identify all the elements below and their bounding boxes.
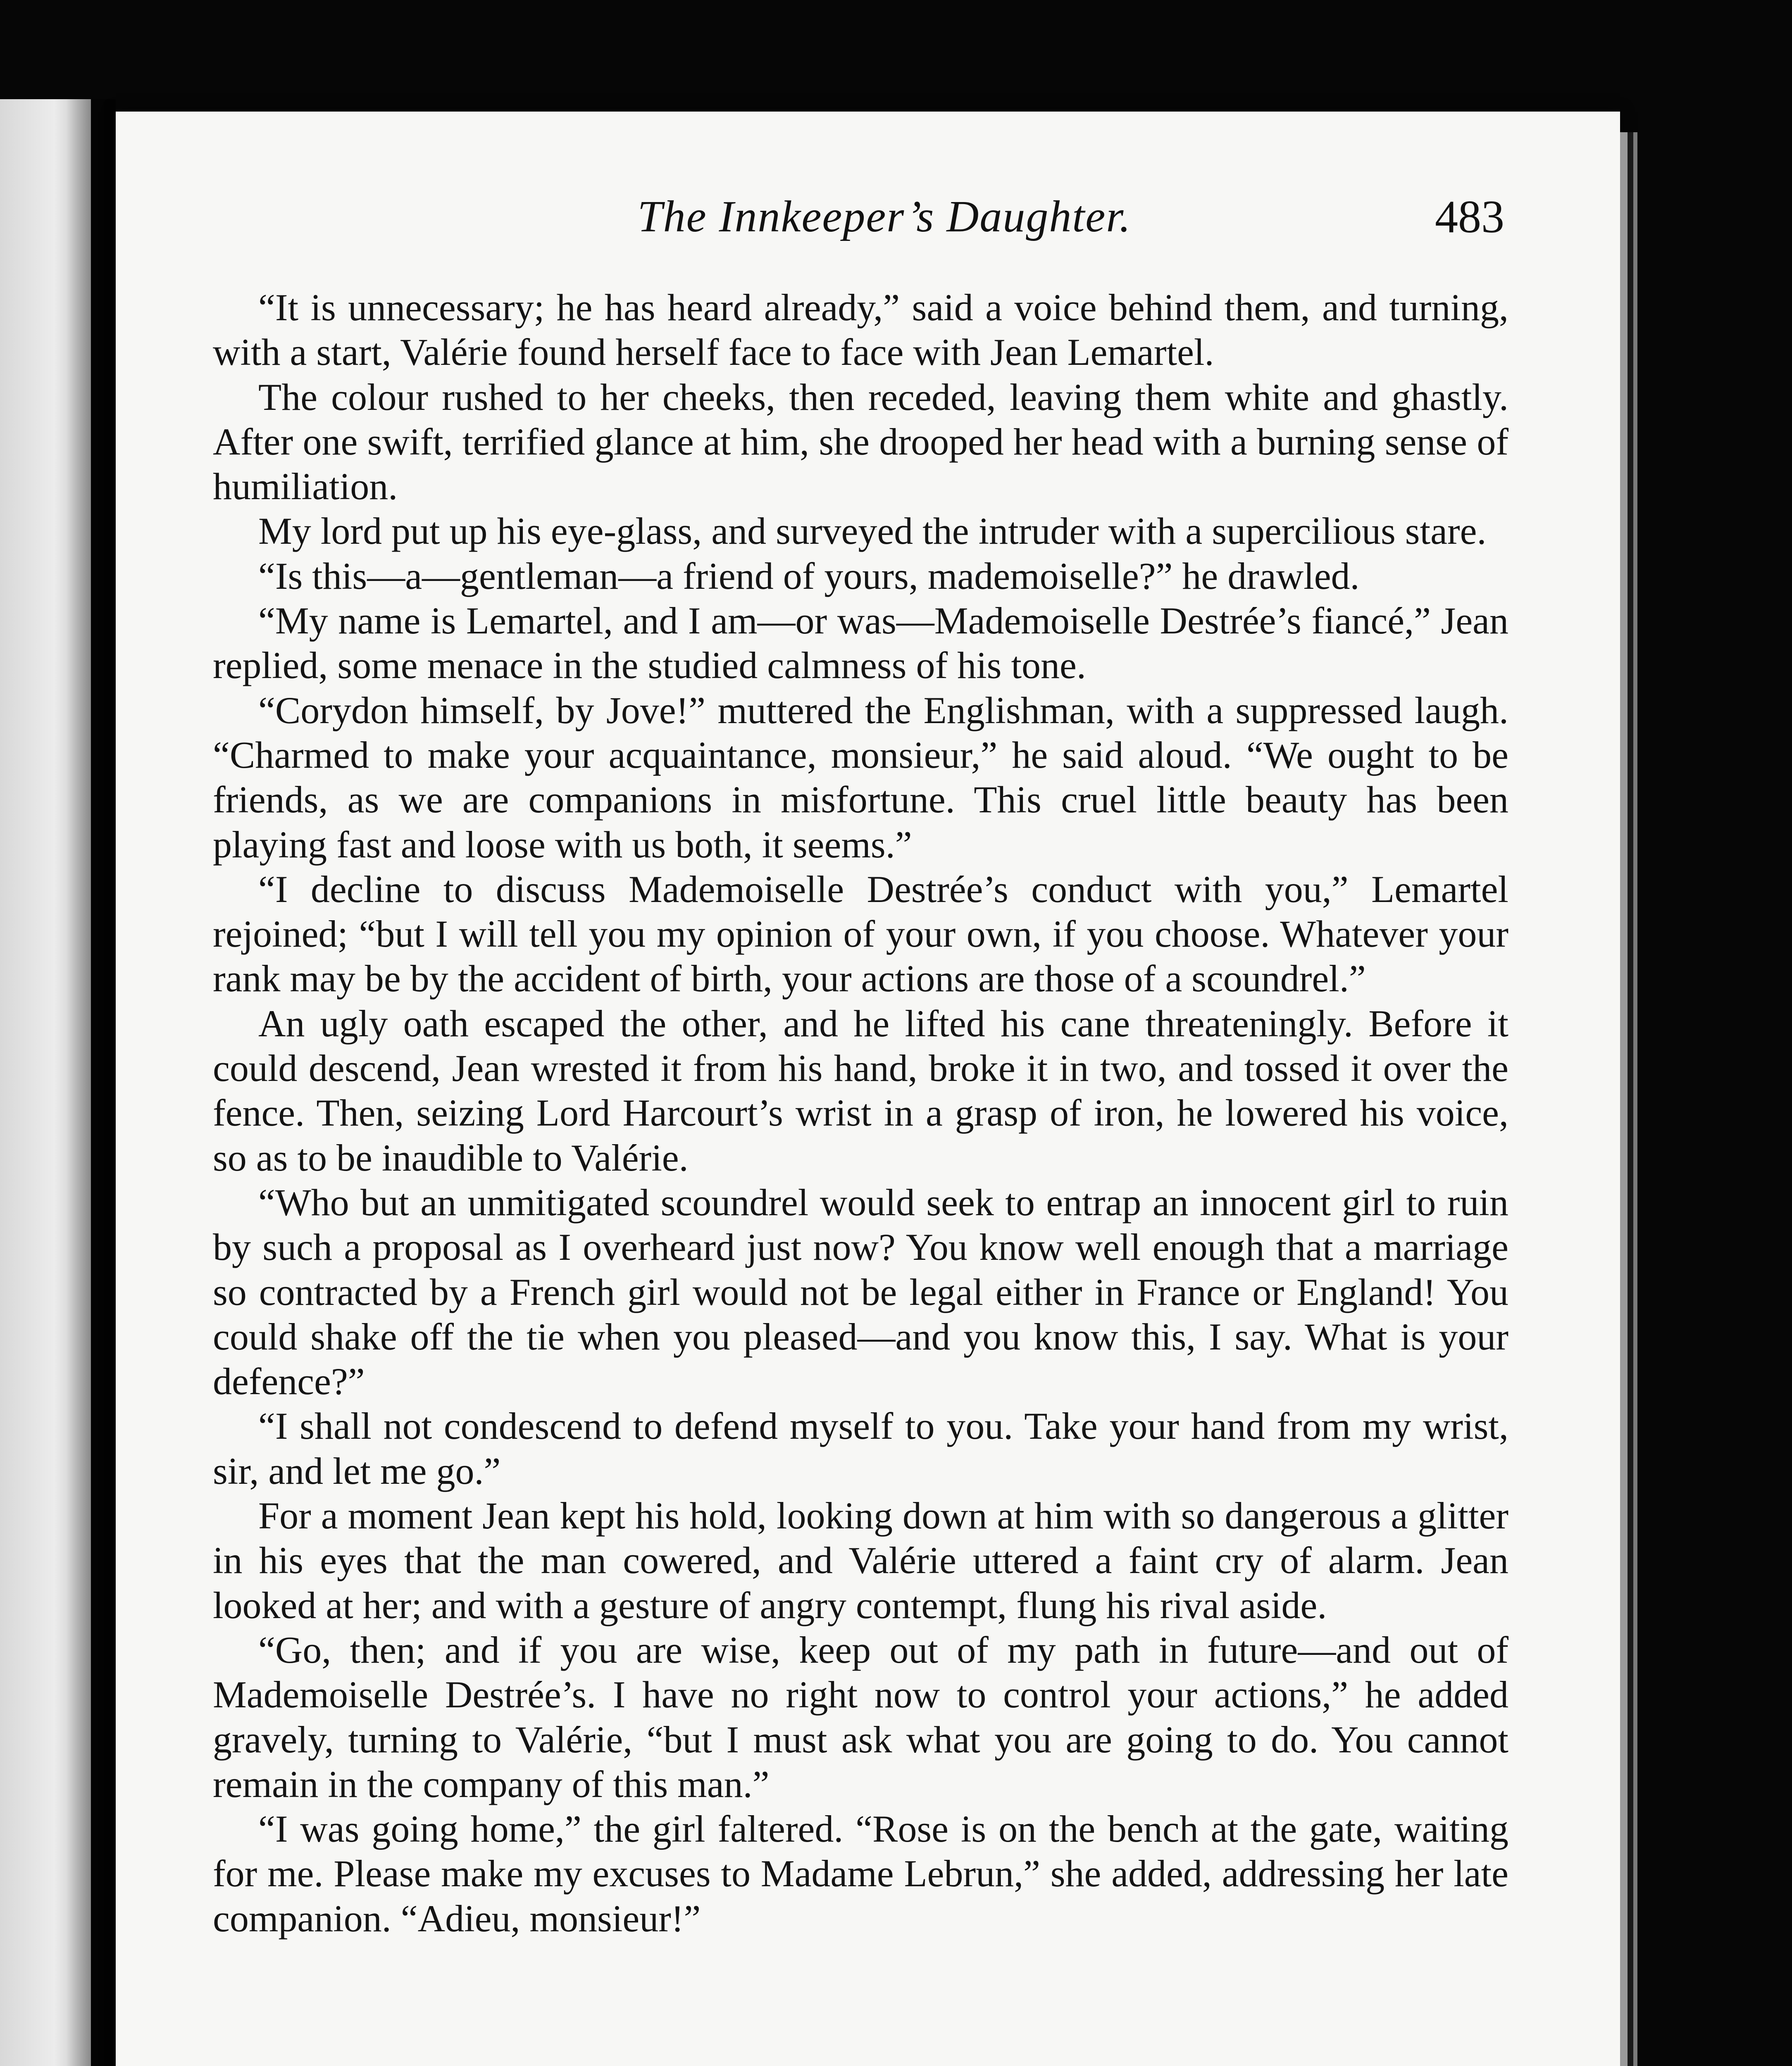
paragraph: “My name is Lemartel, and I am—or was—Mademoiselle Destrée’s fiancé,” Jean replied, some menace in the studied calmness of his tone. <box>213 600 1508 687</box>
spine-shadow <box>66 99 116 2066</box>
paragraph: “I shall not condescend to defend myself to you. Take your hand from my wrist, sir, and let me go.” <box>213 1405 1508 1492</box>
paragraph: “Corydon himself, by Jove!” muttered the Englishman, with a suppressed laugh. “Charmed to make your acquaintance, monsieur,” he said aloud. “We ought to be friends, as we are companions in misfortune. This cruel little beauty has been playing fast and loose with us both, it seems.” <box>213 689 1508 866</box>
running-head <box>116 184 1620 250</box>
page-stack-edge <box>1633 132 1637 2066</box>
running-title: The Innkeeper’s Daughter. <box>637 192 1132 241</box>
paragraph: “Go, then; and if you are wise, keep out of my path in future—and out of Mademoiselle Destrée’s. I have no right now to control your actions,” he added gravely, turning to Valérie, “but I must ask what you are going to do. You cannot remain in the company of this man.” <box>213 1628 1508 1805</box>
paragraph: The colour rushed to her cheeks, then receded, leaving them white and ghastly. After one swift, terrified glance at him, she drooped her head with a burning sense of humiliation. <box>213 376 1508 508</box>
paragraph: “Is this—a—gentleman—a friend of yours, mademoiselle?” he drawled. <box>258 555 1360 597</box>
paragraph: “Who but an unmitigated scoundrel would seek to entrap an innocent girl to ruin by such a proposal as I overheard just now? You know well enough that a marriage so contracted by a French girl would not be legal either in France or England! You could shake off the tie when you pleased—and you know this, I say. What is your defence?” <box>213 1181 1508 1403</box>
paragraph: My lord put up his eye-glass, and surveyed the intruder with a supercilious stare. <box>258 510 1487 552</box>
paragraph: “It is unnecessary; he has heard already,” said a voice behind them, and turning, with a start, Valérie found herself face to face with Jean Lemartel. <box>213 286 1508 374</box>
paragraph: “I was going home,” the girl faltered. “Rose is on the bench at the gate, waiting for me. Please make my excuses to Madame Lebrun,” she added, addressing her late companion. “Adieu, monsieur!” <box>213 1808 1508 1940</box>
page-stack-edge <box>1628 132 1633 2066</box>
body-text <box>213 285 1508 1941</box>
paragraph: An ugly oath escaped the other, and he lifted his cane threateningly. Before it could descend, Jean wrested it from his hand, broke it in two, and tossed it over the fence. Then, seizing Lord Harcourt’s wrist in a grasp of iron, he lowered his voice, so as to be inaudible to Valérie. <box>213 1002 1508 1179</box>
paragraph: “I decline to discuss Mademoiselle Destrée’s conduct with you,” Lemartel rejoined; “but I will tell you my opinion of your own, if you choose. Whatever your rank may be by the accident of birth, your actions are those of a scoundrel.” <box>213 868 1508 1000</box>
paragraph: For a moment Jean kept his hold, looking down at him with so dangerous a glitter in his eyes that the man cowered, and Valérie uttered a faint cry of alarm. Jean looked at her; and with a gesture of angry contempt, flung his rival aside. <box>213 1495 1508 1626</box>
page-stack-edge <box>1620 132 1628 2066</box>
book-page <box>116 112 1620 2066</box>
page-number: 483 <box>1435 191 1504 243</box>
